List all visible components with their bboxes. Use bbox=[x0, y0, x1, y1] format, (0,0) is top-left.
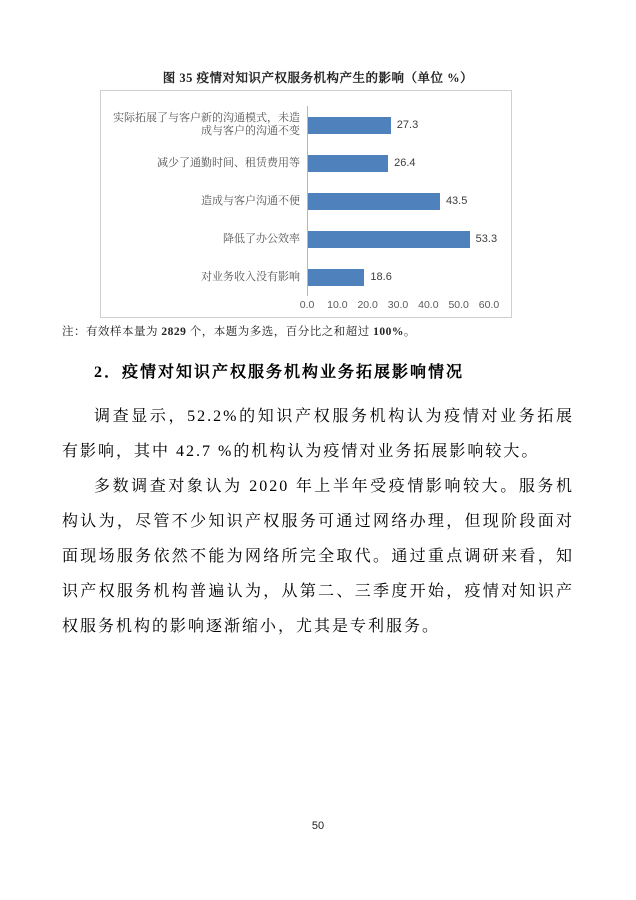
value-label: 27.3 bbox=[396, 119, 419, 131]
body-paragraph: 多数调查对象认为 2020 年上半年受疫情影响较大。服务机构认为，尽管不少知识产权服务可通过网络办理，但现阶段面对面现场服务依然不能为网络所完全取代。通过重点调研来看，知识产权服务机构普遍认为，从第二、三季度开始，疫情对知识产权服务机构的影响逐渐缩小，尤其是专利服务。 bbox=[62, 478, 574, 635]
category-label: 造成与客户沟通不便 bbox=[201, 194, 300, 207]
x-tick-label: 60.0 bbox=[478, 299, 500, 311]
x-tick-label: 20.0 bbox=[357, 299, 378, 311]
x-axis bbox=[299, 296, 500, 314]
category-label: 实际拓展了与客户新的沟通模式，未造成与客户的沟通不变 bbox=[113, 112, 300, 137]
page-number: 50 bbox=[311, 820, 325, 832]
chart-row bbox=[109, 144, 490, 182]
x-tick-label: 50.0 bbox=[448, 299, 469, 311]
bar bbox=[308, 269, 364, 286]
chart-rows bbox=[109, 106, 498, 296]
body-content bbox=[62, 355, 574, 644]
category-label: 降低了办公效率 bbox=[223, 232, 300, 245]
note-sample-size: 2829 bbox=[161, 326, 187, 338]
x-tick-label: 30.0 bbox=[387, 299, 409, 311]
category-label: 对业务收入没有影响 bbox=[201, 270, 300, 283]
note-text: 注：有效样本量为 bbox=[62, 326, 162, 338]
x-tick-label: 40.0 bbox=[418, 299, 439, 311]
bar-chart bbox=[100, 90, 512, 318]
chart-row bbox=[109, 220, 498, 258]
figure-title: 图 35 疫情对知识产权服务机构产生的影响（单位 %） bbox=[162, 71, 474, 85]
body-paragraph: 调查显示，52.2%的知识产权服务机构认为疫情对业务拓展有影响，其中 42.7 %的机构认为疫情对业务拓展影响较大。 bbox=[62, 408, 574, 460]
note-percent: 100% bbox=[373, 326, 404, 338]
bar-track bbox=[307, 144, 490, 182]
value-label: 53.3 bbox=[475, 233, 498, 245]
x-tick-label: 10.0 bbox=[327, 299, 348, 311]
value-label: 26.4 bbox=[394, 157, 416, 169]
x-tick-label: 0.0 bbox=[299, 299, 315, 311]
bar bbox=[308, 155, 388, 172]
figure-note bbox=[62, 323, 416, 339]
bar bbox=[308, 193, 440, 210]
bar-track bbox=[307, 182, 490, 220]
value-label: 43.5 bbox=[445, 195, 468, 207]
bar bbox=[308, 231, 470, 248]
category-label: 减少了通勤时间、租赁费用等 bbox=[157, 156, 300, 169]
note-text: 个，本题为多选，百分比之和超过 bbox=[186, 326, 374, 338]
bar-track bbox=[307, 258, 490, 296]
chart-row bbox=[109, 106, 490, 144]
bar-track bbox=[307, 220, 498, 258]
value-label: 18.6 bbox=[370, 271, 392, 283]
note-text: 。 bbox=[403, 326, 416, 338]
section-heading: 2．疫情对知识产权服务机构业务拓展影响情况 bbox=[94, 364, 465, 381]
bar bbox=[308, 117, 391, 134]
bar-track bbox=[307, 106, 490, 144]
chart-row bbox=[109, 258, 490, 296]
chart-row bbox=[109, 182, 490, 220]
